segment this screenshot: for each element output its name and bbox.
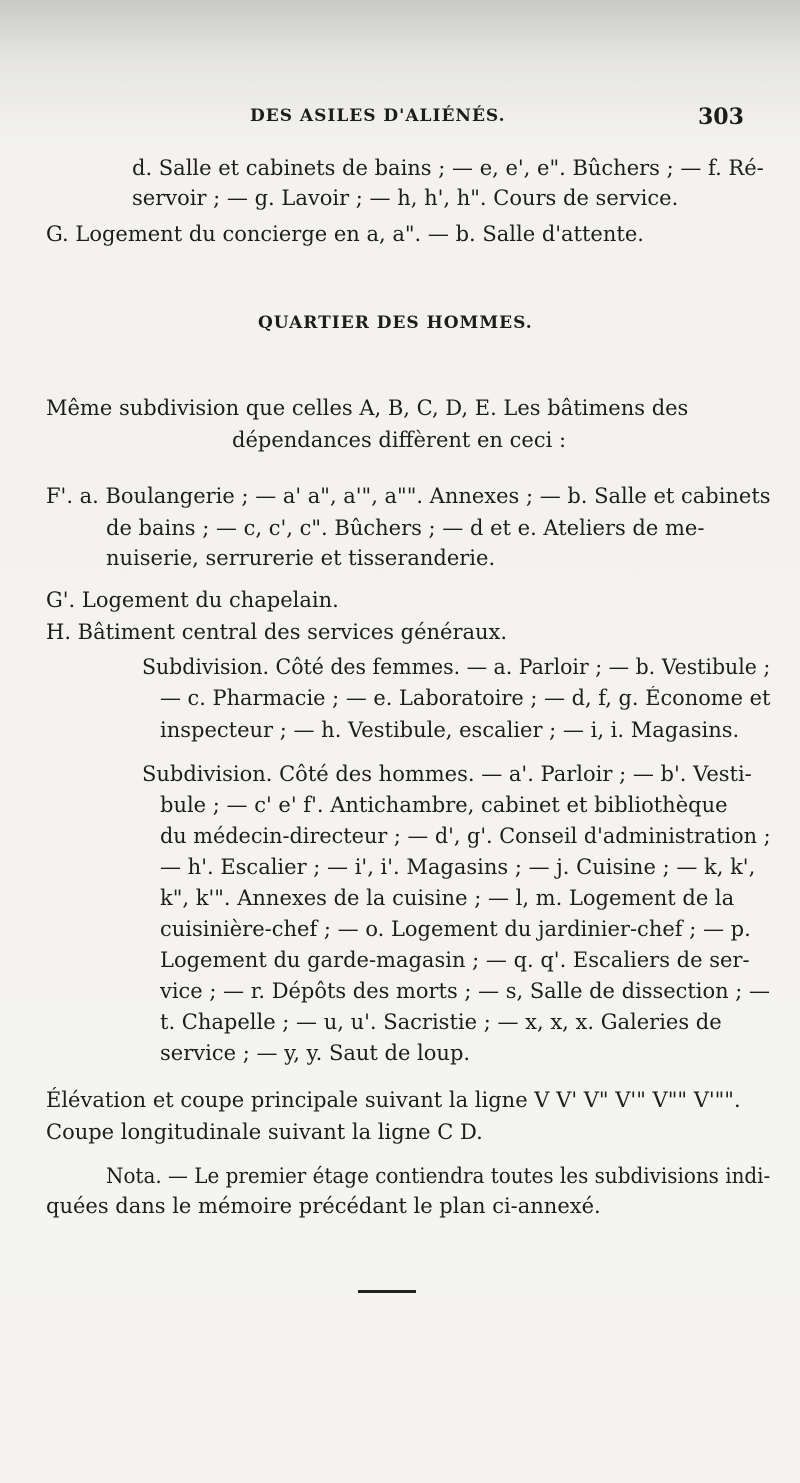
section-heading: QUARTIER DES HOMMES. [258, 313, 533, 333]
closing-rule [358, 1290, 416, 1293]
text-line: Même subdivision que celles A, B, C, D, E. Les bâtimens des [46, 396, 689, 420]
text-line: Logement du garde-magasin ; — q. q'. Escaliers de ser- [160, 948, 750, 972]
text-line: inspecteur ; — h. Vestibule, escalier ; — i, i. Magasins. [160, 718, 740, 742]
running-title: DES ASILES D'ALIÉNÉS. [250, 106, 506, 126]
text-line: bule ; — c' e' f'. Antichambre, cabinet et bibliothèque [160, 793, 728, 817]
text-line: H. Bâtiment central des services généraux. [46, 620, 508, 644]
text-line: service ; — y, y. Saut de loup. [160, 1041, 471, 1065]
text-line: — h'. Escalier ; — i', i'. Magasins ; — j. Cuisine ; — k, k', [160, 855, 756, 879]
text-line: — c. Pharmacie ; — e. Laboratoire ; — d, f, g. Économe et [160, 686, 771, 710]
text-line: t. Chapelle ; — u, u'. Sacristie ; — x, x, x. Galeries de [160, 1010, 722, 1034]
text-line: Coupe longitudinale suivant la ligne C D. [46, 1120, 483, 1144]
text-line: servoir ; — g. Lavoir ; — h, h', h". Cours de service. [132, 186, 679, 210]
text-line: dépendances diffèrent en ceci : [232, 428, 567, 452]
text-line: F'. a. Boulangerie ; — a' a", a'", a"". Annexes ; — b. Salle et cabinets [46, 484, 771, 508]
text-line: vice ; — r. Dépôts des morts ; — s, Salle de dissection ; — [160, 979, 770, 1003]
text-line: nuiserie, serrurerie et tisseranderie. [106, 546, 496, 570]
running-header [250, 104, 770, 130]
page-number: 303 [698, 104, 744, 130]
text-line: Subdivision. Côté des hommes. — a'. Parloir ; — b'. Vesti- [142, 762, 752, 786]
text-line: d. Salle et cabinets de bains ; — e, e', e". Bûchers ; — f. Ré- [132, 156, 764, 180]
text-line: Nota. — Le premier étage contiendra toutes les subdivisions indi- [106, 1164, 771, 1188]
text-line: k", k'". Annexes de la cuisine ; — l, m. Logement de la [160, 886, 735, 910]
text-line: du médecin-directeur ; — d', g'. Conseil d'administration ; [160, 824, 771, 848]
text-line: G'. Logement du chapelain. [46, 588, 339, 612]
text-line: de bains ; — c, c', c". Bûchers ; — d et e. Ateliers de me- [106, 516, 705, 540]
text-line: Subdivision. Côté des femmes. — a. Parloir ; — b. Vestibule ; [142, 655, 771, 679]
text-line: Élévation et coupe principale suivant la ligne V V' V" V'" V"" V'"". [46, 1088, 741, 1112]
text-line: cuisinière-chef ; — o. Logement du jardinier-chef ; — p. [160, 917, 751, 941]
text-line: quées dans le mémoire précédant le plan ci-annexé. [46, 1194, 601, 1218]
text-line: G. Logement du concierge en a, a". — b. Salle d'attente. [46, 222, 644, 246]
